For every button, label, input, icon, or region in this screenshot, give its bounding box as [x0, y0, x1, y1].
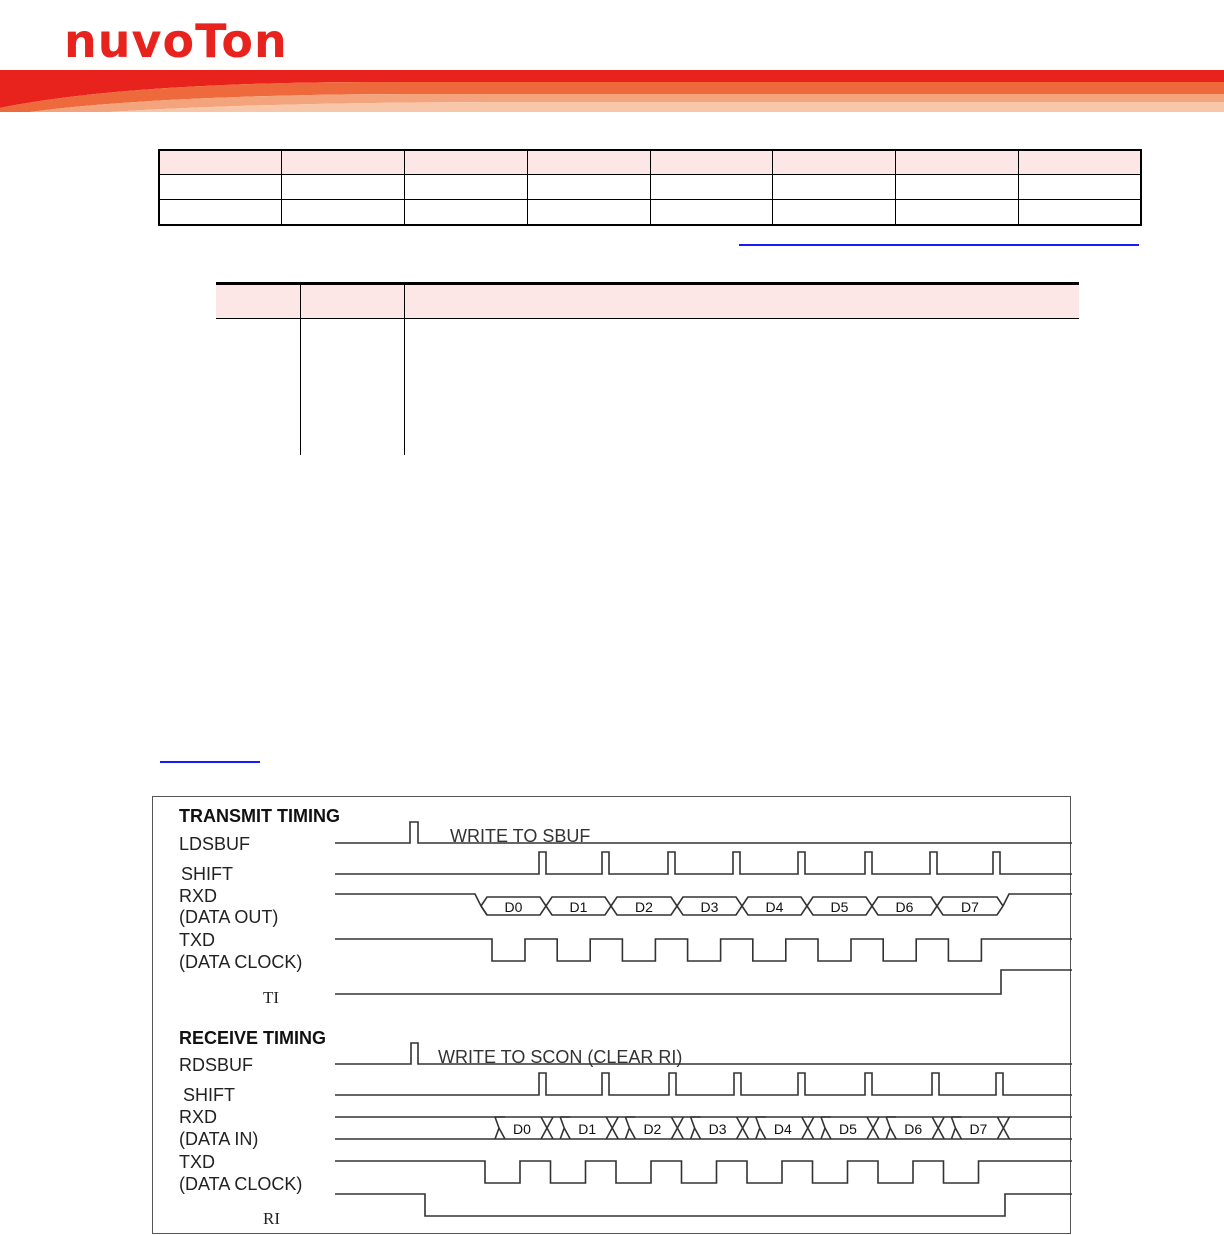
register-table-row	[159, 200, 1141, 226]
header-banner	[0, 70, 1224, 112]
register-header-cell	[1018, 150, 1141, 175]
tx-txd-label: TXD	[179, 930, 215, 950]
register-table-header-row	[159, 150, 1141, 175]
cross-reference-link[interactable]	[739, 244, 1139, 246]
tx-data-bit-label: D6	[895, 899, 914, 915]
tx-data-bit-label: D2	[635, 899, 653, 915]
ti-flag-label: TI	[263, 988, 280, 1007]
ti-waveform	[335, 970, 1072, 994]
ldsbuf-label: LDSBUF	[179, 834, 251, 854]
register-cell	[650, 200, 773, 226]
bit-table-cell	[300, 319, 404, 456]
tx-txd-clock-waveform	[335, 939, 1072, 961]
nuvoton-logo: nuvoTon	[64, 14, 288, 68]
rx-data-bit-label: D7	[969, 1121, 988, 1137]
rx-txd-clock-waveform	[335, 1161, 1072, 1183]
rx-txd-sub-label: (DATA CLOCK)	[179, 1174, 303, 1194]
rx-rxd-label: RXD	[179, 1107, 218, 1127]
bit-description-table	[216, 282, 1079, 455]
register-cell	[405, 175, 528, 200]
bit-table-header-cell	[216, 284, 300, 319]
bit-table-cell	[404, 319, 1079, 456]
bit-table-row	[216, 319, 1079, 456]
register-cell	[282, 200, 405, 226]
rx-shift-label: SHIFT	[183, 1085, 235, 1105]
tx-data-bit-label: D4	[765, 899, 784, 915]
tx-data-bit-label: D5	[830, 899, 849, 915]
register-header-cell	[405, 150, 528, 175]
rx-data-bit-label: D4	[773, 1121, 792, 1137]
register-cell	[1018, 175, 1141, 200]
receive-timing-heading: RECEIVE TIMING	[179, 1028, 327, 1048]
rx-rxd-sub-label: (DATA IN)	[179, 1129, 259, 1149]
timing-diagram-svg	[153, 797, 1072, 1235]
register-header-cell	[159, 150, 282, 175]
ldsbuf-waveform	[335, 822, 1072, 843]
register-cell	[896, 200, 1019, 226]
register-table-row	[159, 175, 1141, 200]
register-header-cell	[773, 150, 896, 175]
rx-shift-waveform	[335, 1073, 1072, 1095]
register-cell	[896, 175, 1019, 200]
tx-shift-label: SHIFT	[181, 864, 233, 884]
register-cell	[405, 200, 528, 226]
tx-data-bit-label: D3	[700, 899, 719, 915]
write-scon-note: WRITE TO SCON (CLEAR RI)	[438, 1047, 683, 1067]
tx-rxd-lead	[335, 894, 487, 915]
rdsbuf-label: RDSBUF	[179, 1055, 254, 1075]
tx-data-bit-label: D0	[504, 899, 523, 915]
tx-shift-waveform	[335, 852, 1072, 874]
register-cell	[1018, 200, 1141, 226]
tx-rxd-label: RXD	[179, 886, 218, 906]
register-cell	[773, 200, 896, 226]
tx-data-bit-label: D7	[961, 899, 979, 915]
register-cell	[650, 175, 773, 200]
tx-data-bit-label: D1	[569, 899, 588, 915]
ri-flag-label: RI	[263, 1209, 280, 1228]
tx-txd-sub-label: (DATA CLOCK)	[179, 952, 303, 972]
mode0-timing-diagram	[152, 796, 1071, 1234]
register-cell	[159, 175, 282, 200]
bit-table-cell	[216, 319, 300, 456]
register-header-cell	[527, 150, 650, 175]
waveforms	[335, 822, 1072, 1216]
rx-data-bit-label: D6	[904, 1121, 923, 1137]
register-cell	[773, 175, 896, 200]
register-header-cell	[282, 150, 405, 175]
bit-table-header-row	[216, 284, 1079, 319]
write-sbuf-note: WRITE TO SBUF	[450, 826, 591, 846]
register-header-cell	[896, 150, 1019, 175]
register-cell	[159, 200, 282, 226]
tx-rxd-tail	[1003, 894, 1072, 906]
rx-data-bit-label: D2	[643, 1121, 662, 1137]
register-header-cell	[650, 150, 773, 175]
register-cell	[527, 200, 650, 226]
register-bit-table	[158, 149, 1142, 226]
rx-data-bit-label: D5	[839, 1121, 857, 1137]
rx-data-bit-label: D1	[578, 1121, 597, 1137]
bit-table-header-cell	[300, 284, 404, 319]
rx-txd-label: TXD	[179, 1152, 215, 1172]
register-cell	[527, 175, 650, 200]
rx-data-bit-label: D0	[513, 1121, 531, 1137]
transmit-timing-heading: TRANSMIT TIMING	[179, 806, 340, 826]
ri-waveform	[335, 1194, 1072, 1216]
figure-reference-link[interactable]	[160, 761, 260, 763]
register-cell	[282, 175, 405, 200]
rx-data-bit-label: D3	[708, 1121, 727, 1137]
tx-rxd-sub-label: (DATA OUT)	[179, 907, 279, 927]
bit-table-header-cell	[404, 284, 1079, 319]
